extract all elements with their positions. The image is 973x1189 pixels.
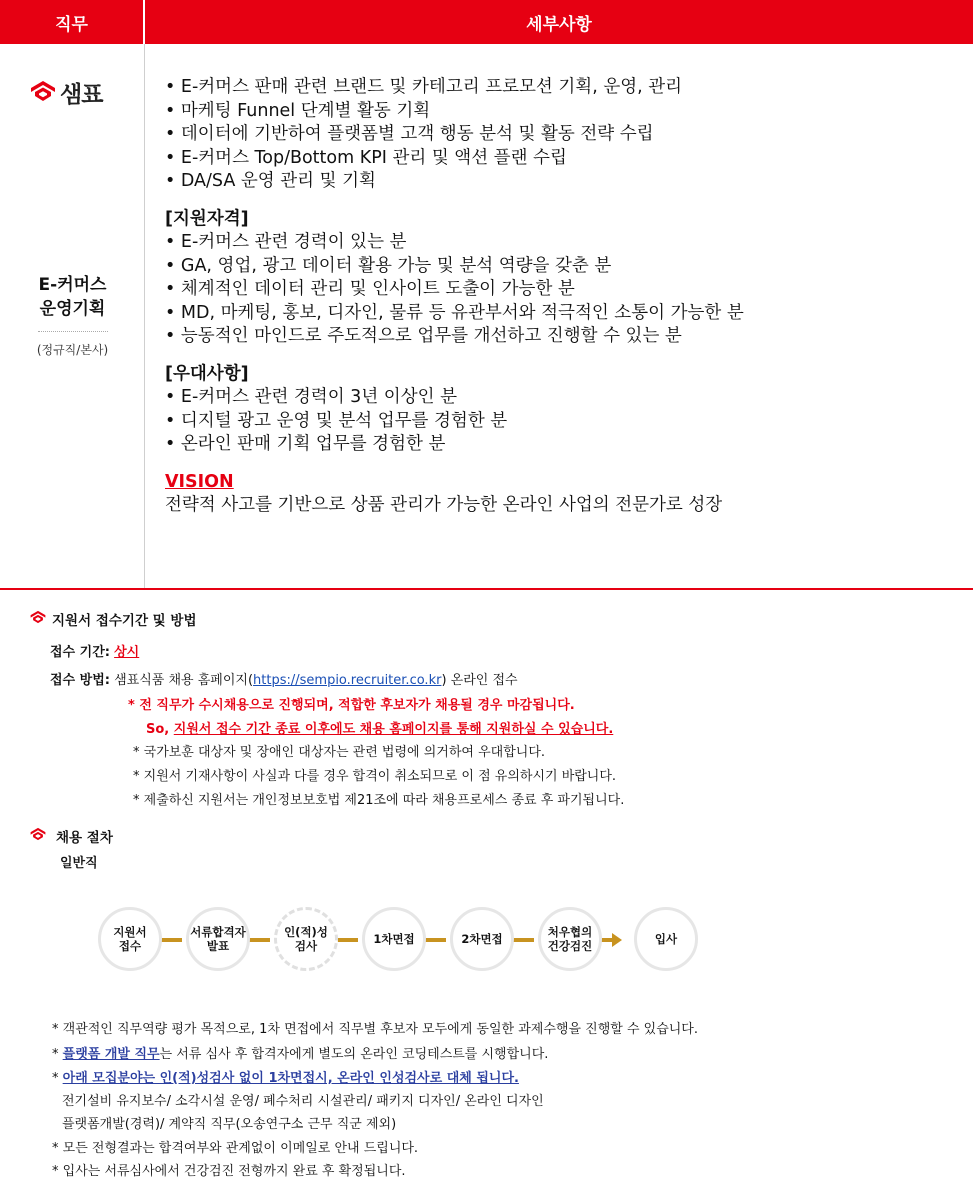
notice-apply-anytime (146, 718, 613, 737)
table-header (0, 0, 973, 44)
step-label: 검사 (294, 939, 318, 953)
qualification-item: • E-커머스 관련 경력이 있는 분 (165, 232, 407, 252)
footnote-hire-confirm: * 입사는 서류심사에서 건강검진 전형까지 완료 후 확정됩니다. (52, 1164, 406, 1179)
job-title (0, 273, 145, 321)
step-document-result (186, 907, 250, 971)
vision-text: 전략적 사고를 기반으로 상품 관리가 가능한 온라인 사업의 전문가로 성장 (165, 495, 723, 515)
flow-arrow-icon (612, 933, 622, 947)
flow-connector (336, 938, 358, 942)
duty-item: • E-커머스 Top/Bottom KPI 관리 및 액션 플랜 수립 (165, 147, 567, 168)
step-negotiation-checkup (538, 907, 602, 971)
qualification-item: • 체계적인 데이터 관리 및 인사이트 도출이 가능한 분 (165, 279, 575, 299)
qualification-item: • MD, 마케팅, 홍보, 디자인, 물류 등 유관부서와 적극적인 소통이 가능한 분 (165, 302, 744, 323)
process-title-text: 채용 절차 (56, 830, 113, 846)
sempio-bullet-icon (30, 827, 46, 845)
step-label: 입사 (654, 932, 678, 946)
process-title (30, 826, 113, 846)
notice-underlined: 지원서 접수 기간 종료 이후에도 채용 홈페이지를 통해 지원하실 수 있습니다. (173, 722, 614, 737)
preferred-section (165, 363, 744, 457)
period-value: 상시 (114, 645, 140, 660)
logo-text: 샘표 (60, 82, 103, 108)
notice-veterans: * 국가보훈 대상자 및 장애인 대상자는 관련 법령에 의거하여 우대합니다. (133, 745, 546, 760)
qualification-item: • 능동적인 마인드로 주도적으로 업무를 개선하고 진행할 수 있는 분 (165, 326, 682, 346)
application-method (50, 669, 518, 688)
process-flow (98, 907, 708, 975)
footnote-prefix: * (52, 1071, 63, 1086)
duty-item: • 마케팅 Funnel 단계별 활동 기획 (165, 100, 431, 121)
footnote-email-notice: * 모든 전형결과는 합격여부와 관계없이 이메일로 안내 드립니다. (52, 1141, 419, 1156)
step-first-interview (362, 907, 426, 971)
duties-list (165, 76, 744, 194)
flow-connector (160, 938, 182, 942)
qualifications-section (165, 208, 744, 349)
footnote-job-list-2: 플랫폼개발(경력)/ 계약직 직무(오송연구소 근무 직군 제외) (62, 1117, 397, 1132)
header-job-column: 직무 (0, 0, 145, 44)
company-logo (30, 76, 102, 109)
header-detail-column: 세부사항 (526, 14, 592, 35)
job-type: (정규직/본사) (36, 343, 109, 357)
job-title-line2: 운영기획 (39, 299, 106, 319)
job-details (165, 76, 744, 518)
duty-item: • 데이터에 기반하여 플랫폼별 고객 행동 분석 및 활동 전략 수립 (165, 124, 654, 144)
step-label: 1차면접 (373, 932, 415, 946)
method-label: 접수 방법: (50, 673, 110, 688)
footnote-prefix: * (52, 1047, 63, 1062)
footnote-interview-task: * 객관적인 직무역량 평가 목적으로, 1차 면접에서 직무별 후보자 모두에게 동일한 과제수행을 진행할 수 있습니다. (52, 1022, 698, 1037)
step-label: 지원서 (113, 925, 147, 939)
step-label: 접수 (118, 939, 142, 953)
notice-rolling: * 전 직무가 수시채용으로 진행되며, 적합한 후보자가 채용될 경우 마감됩니다. (128, 698, 575, 713)
vision-section (165, 471, 744, 518)
footnote-underlined: 아래 모집분야는 인(적)성검사 없이 1차면접시, 온라인 인성검사로 대체 됩니다. (62, 1071, 519, 1086)
step-label: 서류합격자 (190, 925, 246, 939)
footnote-online-personality (52, 1067, 519, 1086)
step-apply (98, 907, 162, 971)
process-subtitle: 일반직 (60, 856, 98, 871)
application-title (30, 609, 197, 629)
footnote-job-list-1: 전기설비 유지보수/ 소각시설 운영/ 폐수처리 시설관리/ 패키지 디자인/ 온라인 디자인 (62, 1094, 544, 1109)
application-title-text: 지원서 접수기간 및 방법 (52, 613, 197, 629)
qualification-item: • GA, 영업, 광고 데이터 활용 가능 및 분석 역량을 갖춘 분 (165, 255, 612, 276)
footnote-suffix: 는 서류 심사 후 합격자에게 별도의 온라인 코딩테스트를 시행합니다. (159, 1047, 549, 1062)
method-suffix: ) 온라인 접수 (441, 673, 518, 688)
recruit-site-link[interactable]: https://sempio.recruiter.co.kr (253, 673, 442, 688)
step-aptitude-test (274, 907, 338, 971)
preferred-item: • E-커머스 관련 경력이 3년 이상인 분 (165, 387, 457, 407)
step-second-interview (450, 907, 514, 971)
job-divider (38, 331, 108, 332)
application-period (50, 641, 139, 660)
footnote-coding-test (52, 1043, 548, 1062)
notice-privacy: * 제출하신 지원서는 개인정보보호법 제21조에 따라 채용프로세스 종료 후 파기됩니다. (133, 793, 625, 808)
section-divider (0, 588, 973, 590)
step-label: 발표 (206, 939, 230, 953)
preferred-title: [우대사항] (165, 363, 249, 384)
notice-false-info: * 지원서 기재사항이 사실과 다를 경우 합격이 취소되므로 이 점 유의하시기 바랍니다. (133, 769, 617, 784)
step-label: 건강검진 (547, 939, 593, 953)
step-label: 인(적)성 (284, 925, 328, 939)
duty-item: • E-커머스 판매 관련 브랜드 및 카테고리 프로모션 기획, 운영, 관리 (165, 77, 683, 97)
period-label: 접수 기간: (50, 645, 110, 660)
preferred-item: • 디지털 광고 운영 및 분석 업무를 경험한 분 (165, 410, 508, 431)
job-title-line1: E-커머스 (38, 275, 107, 295)
sempio-logo-icon (30, 80, 56, 106)
footnote-underlined: 플랫폼 개발 직무 (62, 1047, 160, 1062)
vision-label: VISION (165, 471, 234, 492)
duty-item: • DA/SA 운영 관리 및 기획 (165, 171, 376, 191)
flow-connector (512, 938, 534, 942)
step-label: 처우협의 (547, 925, 593, 939)
sempio-bullet-icon (30, 610, 46, 628)
flow-connector (248, 938, 270, 942)
step-join (634, 907, 698, 971)
step-label: 2차면접 (461, 932, 503, 946)
flow-connector (424, 938, 446, 942)
qualifications-title: [지원자격] (165, 208, 249, 229)
preferred-item: • 온라인 판매 기획 업무를 경험한 분 (165, 434, 446, 454)
notice-prefix: So, (146, 722, 174, 737)
method-prefix: 샘표식품 채용 홈페이지( (114, 673, 254, 688)
